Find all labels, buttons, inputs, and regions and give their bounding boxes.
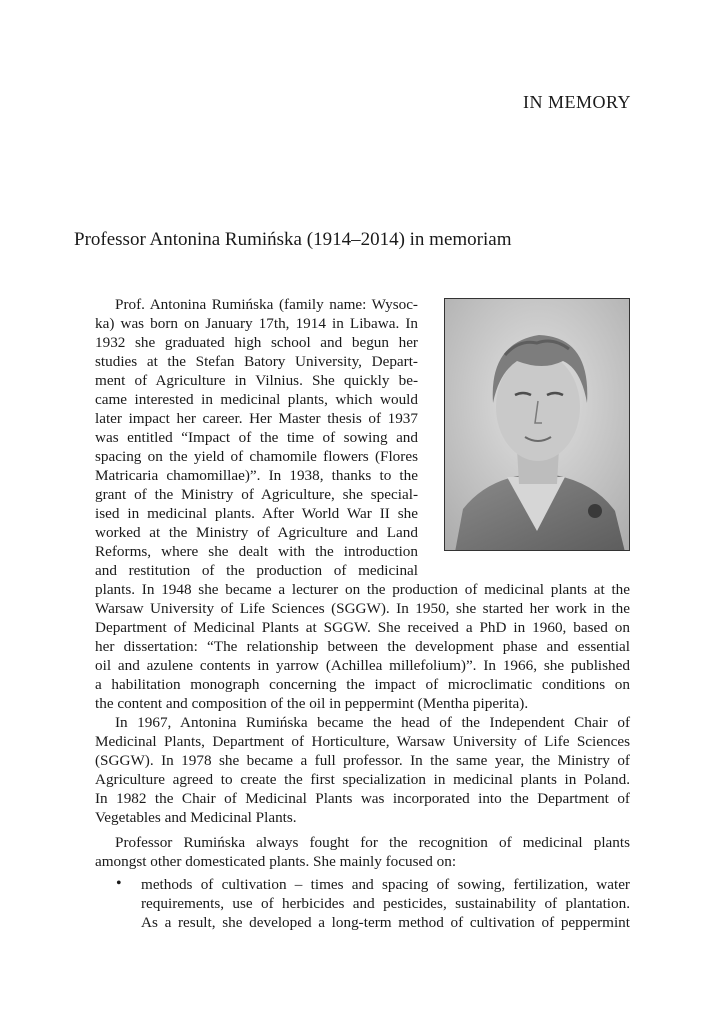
paragraph-1-line-4: studies at the Stefan Batory University, Depart- [95, 353, 418, 370]
paragraph-3-line-1: Professor Rumińska always fought for the recognition of medicinal plants [115, 834, 630, 851]
paragraph-1-line-5: ment of Agriculture in Vilnius. She quickly be- [95, 372, 418, 389]
paragraph-1-line-11: grant of the Ministry of Agriculture, she special- [95, 486, 418, 503]
paragraph-1-line-12: ised in medicinal plants. After World War II she [95, 505, 418, 522]
bullet-marker: • [116, 875, 122, 892]
paragraph-1-line-2: ka) was born on January 17th, 1914 in Libawa. In [95, 315, 418, 332]
paragraph-1-line-3: 1932 she graduated high school and begun her [95, 334, 418, 351]
paragraph-1-line-7: later impact her career. Her Master thesis of 1937 [95, 410, 418, 427]
paragraph-1-line-6: came interested in medicinal plants, which would [95, 391, 418, 408]
paragraph-1-line-18: Department of Medicinal Plants at SGGW. She received a PhD in 1960, based on [95, 619, 630, 636]
paragraph-1-line-20: oil and azulene contents in yarrow (Achillea millefolium)”. In 1966, she published [95, 657, 630, 674]
paragraph-2-line-3: (SGGW). In 1978 she became a full professor. In the same year, the Ministry of [95, 752, 630, 769]
bullet-item-line-1: methods of cultivation – times and spacing of sowing, fertilization, water [141, 876, 630, 893]
paragraph-1-line-13: worked at the Ministry of Agriculture and Land [95, 524, 418, 541]
paragraph-1-line-22: the content and composition of the oil in peppermint (Mentha piperita). [95, 695, 529, 712]
paragraph-2-line-4: Agriculture agreed to create the first specialization in medicinal plants in Poland. [95, 771, 630, 788]
paragraph-1-line-19: her dissertation: “The relationship between the development phase and essential [95, 638, 630, 655]
paragraph-1-line-10: Matricaria chamomillae)”. In 1938, thanks to the [95, 467, 418, 484]
paragraph-1-line-15: and restitution of the production of medicinal [95, 562, 418, 579]
paragraph-1-line-17: Warsaw University of Life Sciences (SGGW). In 1950, she started her work in the [95, 600, 630, 617]
article-title: Professor Antonina Rumińska (1914–2014) in memoriam [74, 229, 512, 250]
bullet-item-line-3: As a result, she developed a long-term method of cultivation of peppermint [141, 914, 630, 931]
paragraph-1-line-16: plants. In 1948 she became a lecturer on the production of medicinal plants at the [95, 581, 630, 598]
paragraph-2-line-5: In 1982 the Chair of Medicinal Plants was incorporated into the Department of [95, 790, 630, 807]
paragraph-2-line-6: Vegetables and Medicinal Plants. [95, 809, 297, 826]
paragraph-1-line-14: Reforms, where she dealt with the introduction [95, 543, 418, 560]
portrait-photo [444, 298, 630, 551]
paragraph-3-line-2: amongst other domesticated plants. She mainly focused on: [95, 853, 457, 870]
section-header: IN MEMORY [522, 92, 631, 112]
bullet-item-line-2: requirements, use of herbicides and pesticides, sustainability of plantation. [141, 895, 630, 912]
paragraph-1-line-1: Prof. Antonina Rumińska (family name: Wysoc- [115, 296, 418, 313]
paragraph-2-line-1: In 1967, Antonina Rumińska became the head of the Independent Chair of [115, 714, 630, 731]
paragraph-1-line-21: a habilitation monograph concerning the impact of microclimatic conditions on [95, 676, 630, 693]
paragraph-1-line-9: spacing on the yield of chamomile flowers (Flores [95, 448, 418, 465]
paragraph-1-line-8: was entitled “Impact of the time of sowing and [95, 429, 418, 446]
paragraph-2-line-2: Medicinal Plants, Department of Horticulture, Warsaw University of Life Sciences [95, 733, 630, 750]
